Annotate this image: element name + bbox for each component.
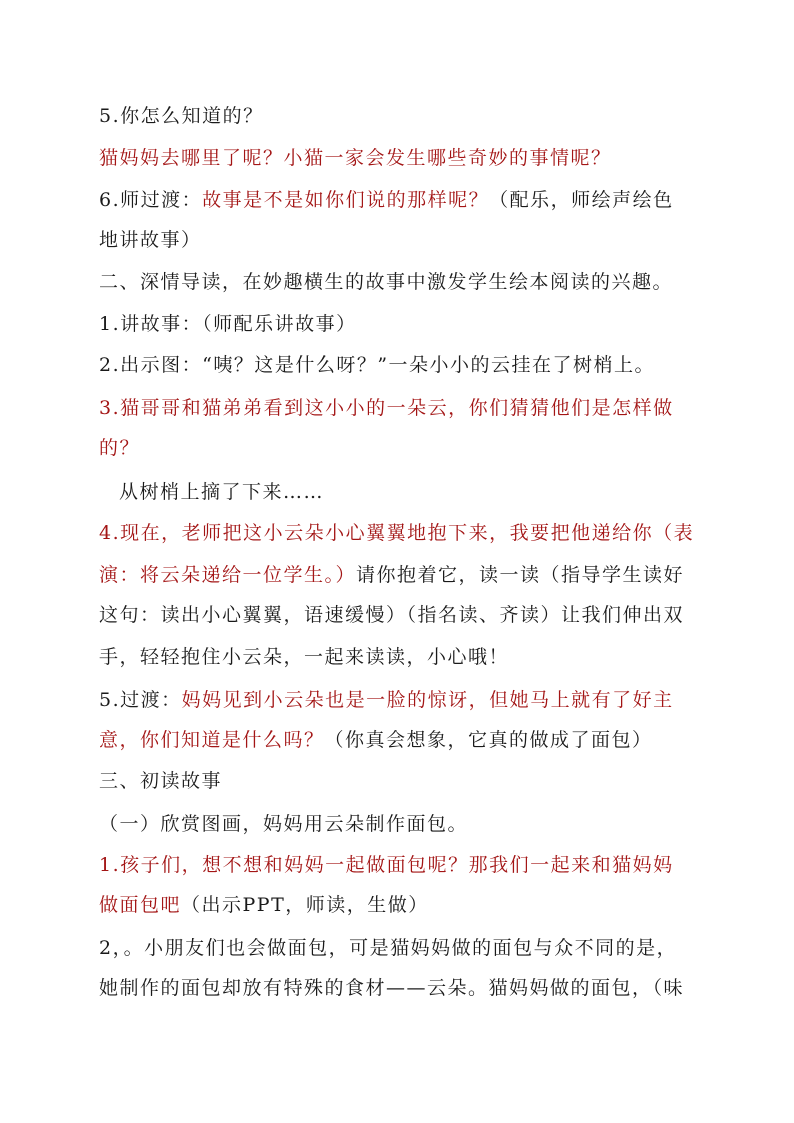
text-line bbox=[99, 104, 709, 128]
text-line bbox=[99, 188, 709, 212]
body-text: （你真会想象，它真的做成了面包） bbox=[324, 729, 653, 751]
body-text: （出示PPT，师读，生做） bbox=[181, 894, 429, 916]
highlighted-text: 演：将云朵递给一位学生。） bbox=[99, 564, 357, 586]
text-line bbox=[99, 728, 709, 752]
text-line bbox=[99, 893, 709, 917]
text-line bbox=[99, 353, 709, 377]
text-line bbox=[99, 228, 709, 252]
body-text: 5.过渡： bbox=[99, 689, 182, 711]
text-line bbox=[99, 270, 709, 294]
highlighted-text: 的？ bbox=[99, 437, 141, 459]
text-line bbox=[99, 769, 709, 793]
text-line bbox=[99, 146, 709, 170]
highlighted-text: 3.猫哥哥和猫弟弟看到这小小的一朵云，你们猜猜他们是怎样做 bbox=[99, 397, 674, 419]
body-text: （配乐，师绘声绘色 bbox=[489, 189, 674, 211]
body-text: 地讲故事） bbox=[99, 229, 202, 251]
text-line bbox=[99, 812, 709, 836]
text-line bbox=[99, 312, 709, 336]
text-line bbox=[99, 936, 709, 960]
highlighted-text: 妈妈见到小云朵也是一脸的惊讶，但她马上就有了好主 bbox=[181, 689, 674, 711]
body-text: 二、深情导读，在妙趣横生的故事中激发学生绘本阅读的兴趣。 bbox=[99, 271, 674, 293]
text-line bbox=[99, 436, 709, 460]
highlighted-text: 故事是不是如你们说的那样呢？ bbox=[202, 189, 490, 211]
text-line bbox=[99, 688, 709, 712]
text-line bbox=[99, 645, 709, 669]
body-text: 从树梢上摘了下来…… bbox=[119, 481, 325, 503]
body-text: 这句：读出小心翼翼，语速缓慢）（指名读、齐读）让我们伸出双 bbox=[99, 604, 685, 626]
text-line bbox=[99, 853, 709, 877]
text-line bbox=[99, 396, 709, 420]
body-text: 她制作的面包却放有特殊的食材——云朵。猫妈妈做的面包，（味 bbox=[99, 977, 685, 999]
highlighted-text: 猫妈妈去哪里了呢？小猫一家会发生哪些奇妙的事情呢？ bbox=[99, 147, 612, 169]
text-line bbox=[99, 603, 709, 627]
text-line bbox=[119, 480, 729, 504]
text-line bbox=[99, 563, 709, 587]
text-line bbox=[99, 976, 709, 1000]
body-text: 2.出示图：“咦？这是什么呀？”一朵小小的云挂在了树梢上。 bbox=[99, 354, 656, 376]
body-text: 6.师过渡： bbox=[99, 189, 203, 211]
body-text: 5.你怎么知道的？ bbox=[99, 105, 264, 127]
body-text: 1.讲故事：（师配乐讲故事） bbox=[99, 313, 357, 335]
highlighted-text: 做面包吧 bbox=[99, 894, 182, 916]
body-text: 2，。小朋友们也会做面包，可是猫妈妈做的面包与众不同的是， bbox=[99, 937, 678, 959]
body-text: 手，轻轻抱住小云朵，一起来读读，小心哦！ bbox=[99, 646, 510, 668]
text-line bbox=[99, 521, 709, 545]
highlighted-text: 1.孩子们，想不想和妈妈一起做面包呢？那我们一起来和猫妈妈 bbox=[99, 854, 674, 876]
highlighted-text: 意，你们知道是什么吗？ bbox=[99, 729, 325, 751]
body-text: 请你抱着它，读一读（指导学生读好 bbox=[356, 564, 685, 586]
body-text: （一）欣赏图画，妈妈用云朵制作面包。 bbox=[99, 813, 469, 835]
highlighted-text: 4.现在，老师把这小云朵小心翼翼地抱下来，我要把他递给你（表 bbox=[99, 522, 695, 544]
body-text: 三、初读故事 bbox=[99, 770, 223, 792]
